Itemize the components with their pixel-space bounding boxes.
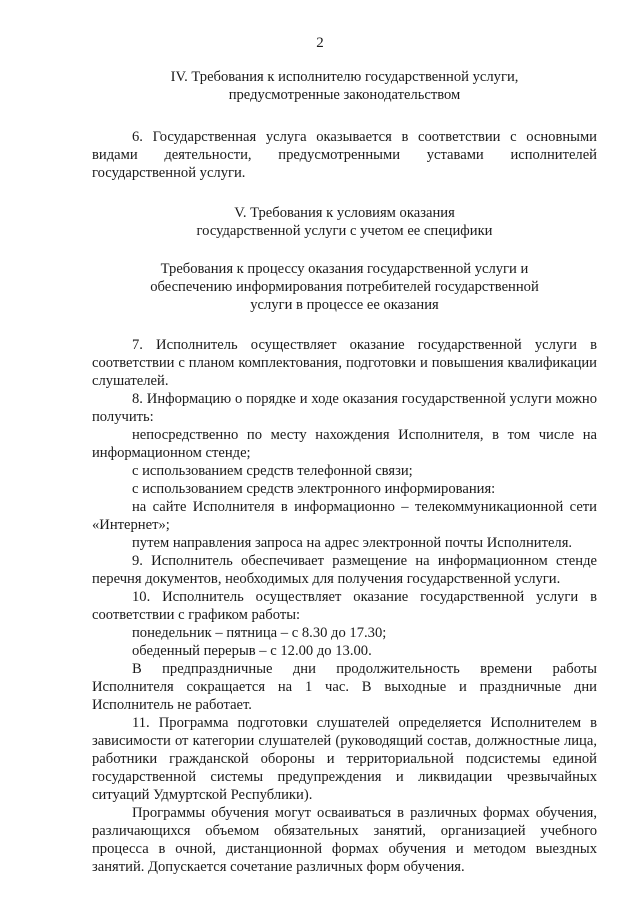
section-5-heading-line-1: V. Требования к условиям оказания: [234, 205, 455, 221]
paragraph-8-item-website: на сайте Исполнителя в информационно – телекоммуникационной сети «Интернет»;: [92, 499, 597, 533]
paragraph-11-programs: Программы обучения могут осваиваться в различных формах обучения, различающихся объемом обязательных занятий, организацией учебного процесса в очной, дистанционной формах обучения и методом выездных занятий. Допускается сочетание различных форм обучения.: [92, 805, 597, 875]
page-number: 2: [316, 35, 324, 51]
section-5-heading-line-2: государственной услуги с учетом ее специфики: [196, 223, 493, 239]
section-4-heading-line-1: IV. Требования к исполнителю государственной услуги,: [170, 69, 519, 85]
paragraph-7: 7. Исполнитель осуществляет оказание государственной услуги в соответствии с планом комплектования, подготовки и повышения квалификации слушателей.: [92, 337, 597, 389]
paragraph-10-weekdays: понедельник – пятница – с 8.30 до 17.30;: [132, 625, 387, 641]
section-5-subheading-line-2: обеспечению информирования потребителей государственной: [150, 279, 539, 295]
paragraph-8-item-location: непосредственно по месту нахождения Исполнителя, в том числе на информационном стенде;: [92, 427, 597, 461]
paragraph-9: 9. Исполнитель обеспечивает размещение на информационном стенде перечня документов, необходимых для получения государственной услуги.: [92, 553, 597, 587]
section-5-heading: [92, 204, 597, 240]
section-5-subheading-line-1: Требования к процессу оказания государственной услуги и: [160, 261, 529, 277]
section-5-subheading: [92, 260, 597, 314]
paragraph-11: 11. Программа подготовки слушателей определяется Исполнителем в зависимости от категории слушателей (руководящий состав, должностные лица, работники гражданской обороны и территориальной подсистемы единой государственной системы предупреждения и ликвидации чрезвычайных ситуаций Удмуртской Республики).: [92, 715, 597, 803]
paragraph-8-item-email: путем направления запроса на адрес электронной почты Исполнителя.: [132, 535, 573, 551]
paragraph-8: 8. Информацию о порядке и ходе оказания государственной услуги можно получить:: [92, 391, 597, 425]
document-body: [92, 68, 597, 876]
paragraph-10-lunch: обеденный перерыв – с 12.00 до 13.00.: [132, 643, 372, 659]
paragraph-8-item-phone: с использованием средств телефонной связи;: [132, 463, 413, 479]
paragraph-10: 10. Исполнитель осуществляет оказание государственной услуги в соответствии с графиком работы:: [92, 589, 597, 623]
paragraph-10-holidays: В предпраздничные дни продолжительность времени работы Исполнителя сокращается на 1 час. В выходные и праздничные дни Исполнитель не работает.: [92, 661, 597, 713]
section-5-subheading-line-3: услуги в процессе ее оказания: [250, 297, 439, 313]
paragraph-6: 6. Государственная услуга оказывается в соответствии с основными видами деятельности, предусмотренными уставами исполнителей государственной услуги.: [92, 129, 597, 181]
paragraph-8-item-electronic: с использованием средств электронного информирования:: [132, 481, 496, 497]
section-4-heading-line-2: предусмотренные законодательством: [228, 87, 461, 103]
section-4-heading: [92, 68, 597, 104]
